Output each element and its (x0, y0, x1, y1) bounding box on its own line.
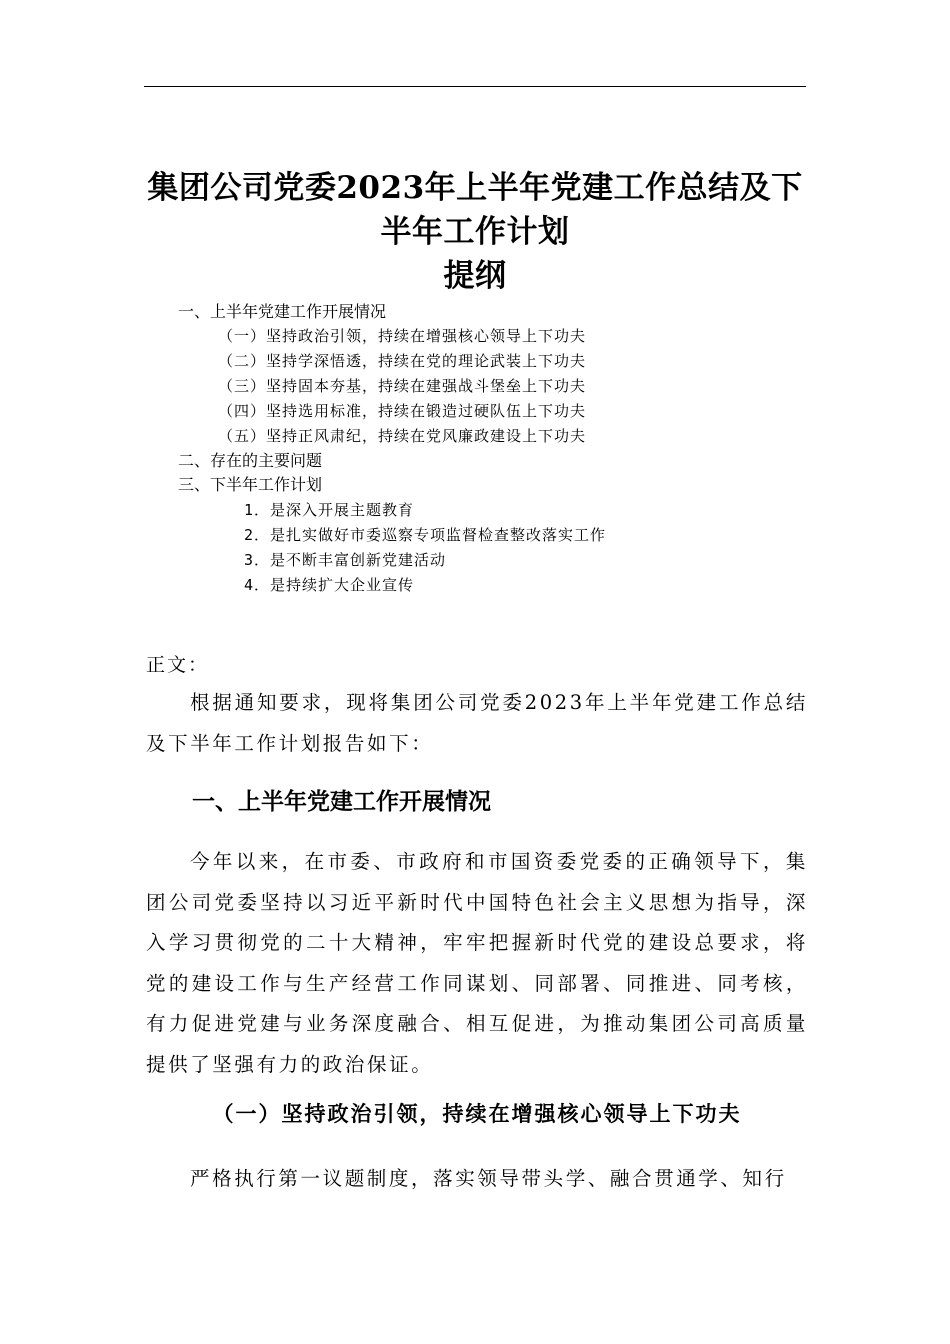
outline-section-1-item: （四）坚持选用标准，持续在锻造过硬队伍上下功夫 (218, 402, 587, 420)
outline-section-1-item: （五）坚持正风肃纪，持续在党风廉政建设上下功夫 (218, 427, 587, 445)
body-paragraph-2: 严格执行第一议题制度，落实领导带头学、融合贯通学、知行 (190, 1167, 787, 1190)
outline-section-3-item: 4．是持续扩大企业宣传 (244, 576, 415, 594)
subsection-heading-1: （一）坚持政治引领，持续在增强核心领导上下功夫 (212, 1101, 742, 1126)
header-rule (144, 86, 806, 87)
document-title-line-1: 集团公司党委2023年上半年党建工作总结及下 (147, 170, 803, 206)
document-title-line-2: 半年工作计划 (380, 214, 570, 250)
document-title-line-3: 提纲 (443, 258, 507, 294)
outline-section-1-item: （三）坚持固本夯基，持续在建强战斗堡垒上下功夫 (218, 377, 587, 395)
outline-section-1-item: （一）坚持政治引领，持续在增强核心领导上下功夫 (218, 327, 587, 345)
body-label: 正文： (146, 654, 210, 676)
outline-section-3-item: 1．是深入开展主题教育 (244, 501, 415, 519)
outline-section-1: 一、上半年党建工作开展情况 (178, 302, 387, 321)
outline-section-2: 二、存在的主要问题 (178, 451, 323, 470)
intro-paragraph: 根据通知要求，现将集团公司党委2023年上半年党建工作总结及下半年工作计划报告如下： (146, 691, 808, 755)
outline-section-3: 三、下半年工作计划 (178, 475, 323, 494)
section-heading-1: 一、上半年党建工作开展情况 (192, 789, 491, 815)
outline-section-1-item: （二）坚持学深悟透，持续在党的理论武装上下功夫 (218, 352, 587, 370)
body-paragraph-1: 今年以来，在市委、市政府和市国资委党委的正确领导下，集团公司党委坚持以习近平新时代中国特色社会主义思想为指导，深入学习贯彻党的二十大精神，牢牢把握新时代党的建设总要求，将党的建设工作与生产经营工作同谋划、同部署、同推进、同考核，有力促进党建与业务深度融合、相互促进，为推动集团公司高质量提供了坚强有力的政治保证。 (146, 850, 808, 1076)
outline-section-3-item: 2．是扎实做好市委巡察专项监督检查整改落实工作 (244, 526, 607, 544)
outline-section-3-item: 3．是不断丰富创新党建活动 (244, 551, 447, 569)
